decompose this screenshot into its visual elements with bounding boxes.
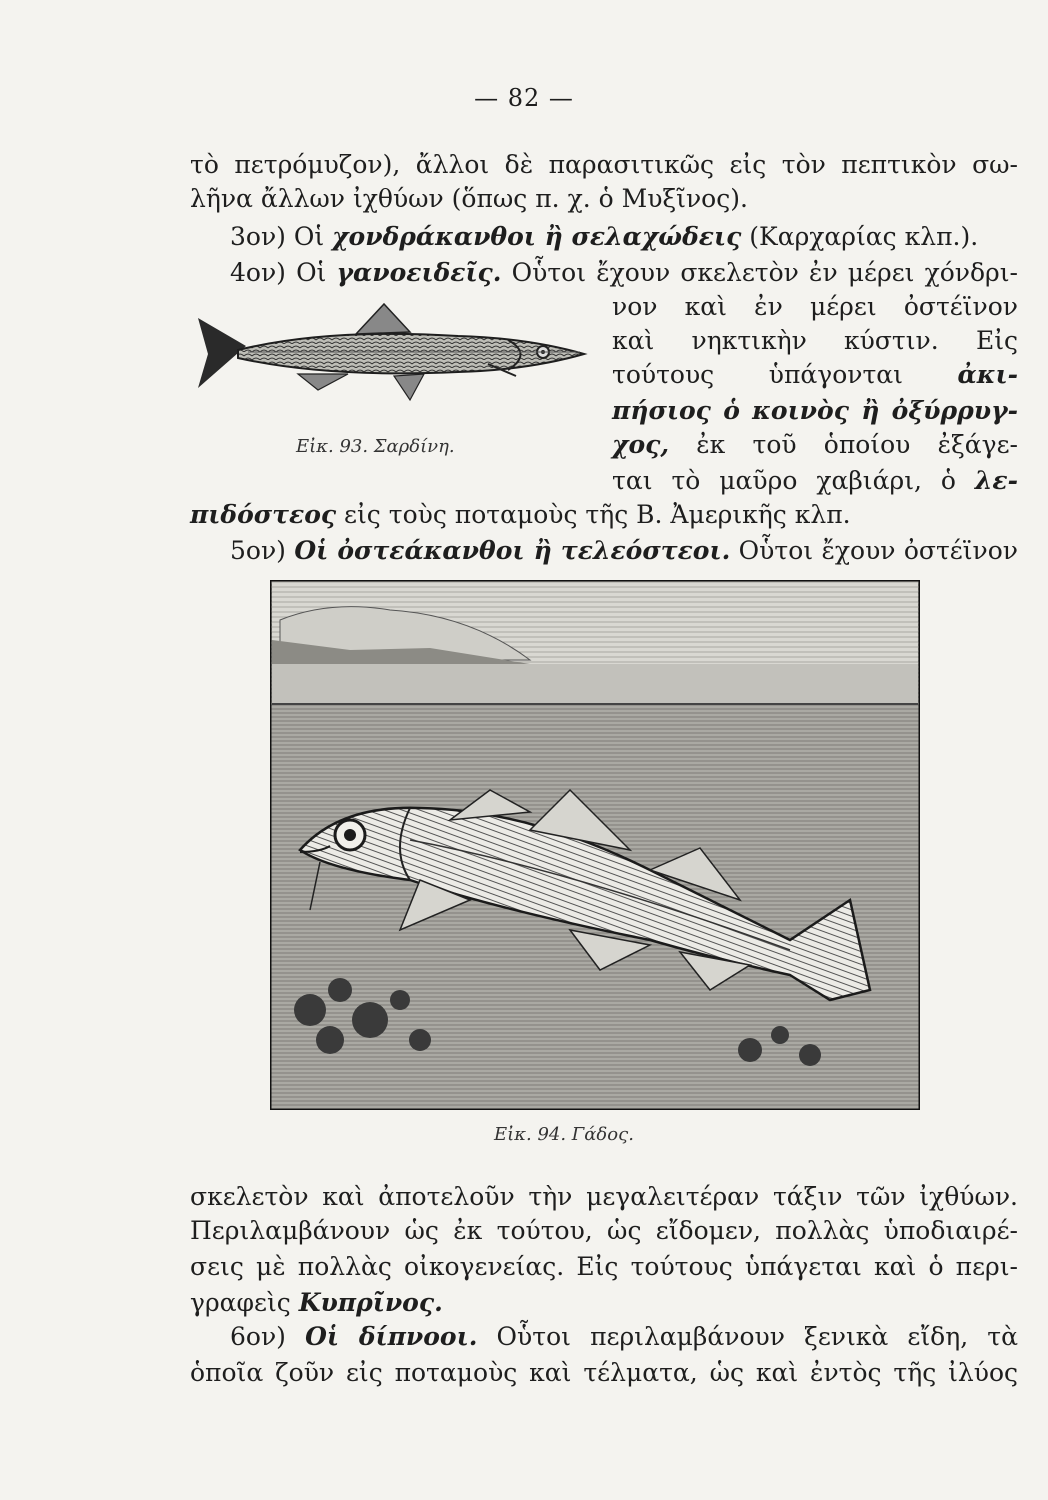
text-line-18: ὁποῖα ζοῦν εἰς ποταμοὺς καὶ τέλματα, ὡς καὶ ἐντὸς τῆς ἰλύος xyxy=(190,1358,1018,1387)
text-line-9: χος, ἐκ τοῦ ὁποίου ἐξάγε- xyxy=(612,430,1018,459)
sardine-illustration xyxy=(188,288,596,414)
page-number: — 82 — xyxy=(474,84,574,112)
text-line-5: νον καὶ ἐν μέρει ὀστέϊνον xyxy=(612,292,1018,321)
gadus-illustration xyxy=(270,580,920,1110)
text-line-4: 4ον) Οἱ γανοειδεῖς. Οὗτοι ἔχουν σκελετὸν ἐν μέρει χόνδρι- xyxy=(230,258,1019,287)
text-line-7: τούτους ὑπάγονται ἀκι- xyxy=(612,360,1018,389)
figure-93-caption: Εἰκ. 93. Σαρδίνη. xyxy=(296,436,455,457)
text-line-10: ται τὸ μαῦρο χαβιάρι, ὁ λε- xyxy=(612,466,1018,495)
text-line-11: πιδόστεος εἰς τοὺς ποταμοὺς τῆς Β. Ἀμερικῆς κλπ. xyxy=(190,500,851,529)
text-line-14: Περιλαμβάνουν ὡς ἐκ τούτου, ὡς εἴδομεν, πολλὰς ὑποδιαιρέ- xyxy=(190,1216,1018,1245)
term-lepidosteus: λε- xyxy=(974,466,1018,495)
term-dipnoi: Οἱ δίπνοοι. xyxy=(305,1322,478,1351)
term-chondracanthi: χονδράκανθοι ἢ σελαχώδεις xyxy=(332,222,742,251)
term-akipesios: ἀκι- xyxy=(957,360,1018,389)
text-line-8: πήσιος ὁ κοινὸς ἢ ὀξύρρυγ- xyxy=(612,396,1018,425)
text-line-3: 3ον) Οἱ χονδράκανθοι ἢ σελαχώδεις (Καρχαρίας κλπ.). xyxy=(230,222,979,251)
text-line-6: καὶ νηκτικὴν κύστιν. Εἰς xyxy=(612,326,1018,355)
text-line-2: λῆνα ἄλλων ἰχθύων (ὅπως π. χ. ὁ Μυξῖνος). xyxy=(190,184,748,213)
figure-94-caption: Εἰκ. 94. Γάδος. xyxy=(494,1124,634,1145)
text-line-16: γραφεὶς Κυπρῖνος. xyxy=(190,1288,443,1317)
text-line-17: 6ον) Οἱ δίπνοοι. Οὗτοι περιλαμβάνουν ξενικὰ εἴδη, τὰ xyxy=(230,1322,1018,1351)
text-line-13: σκελετὸν καὶ ἀποτελοῦν τὴν μεγαλειτέραν τάξιν τῶν ἰχθύων. xyxy=(190,1182,1018,1211)
term-ganoids: γανοειδεῖς. xyxy=(336,258,502,287)
text-line-15: σεις μὲ πολλὰς οἰκογενείας. Εἰς τούτους ὑπάγεται καὶ ὁ περι- xyxy=(190,1252,1018,1281)
text-line-12: 5ον) Οἱ ὀστεάκανθοι ἢ τελεόστεοι. Οὗτοι ἔχουν ὀστέϊνον xyxy=(230,536,1018,565)
text-line-1: τὸ πετρόμυζον), ἄλλοι δὲ παρασιτικῶς εἰς τὸν πεπτικὸν σω- xyxy=(190,150,1018,179)
term-osteacanthi: Οἱ ὀστεάκανθοι ἢ τελεόστεοι. xyxy=(294,536,731,565)
term-kyprinos: Κυπρῖνος. xyxy=(298,1288,443,1317)
